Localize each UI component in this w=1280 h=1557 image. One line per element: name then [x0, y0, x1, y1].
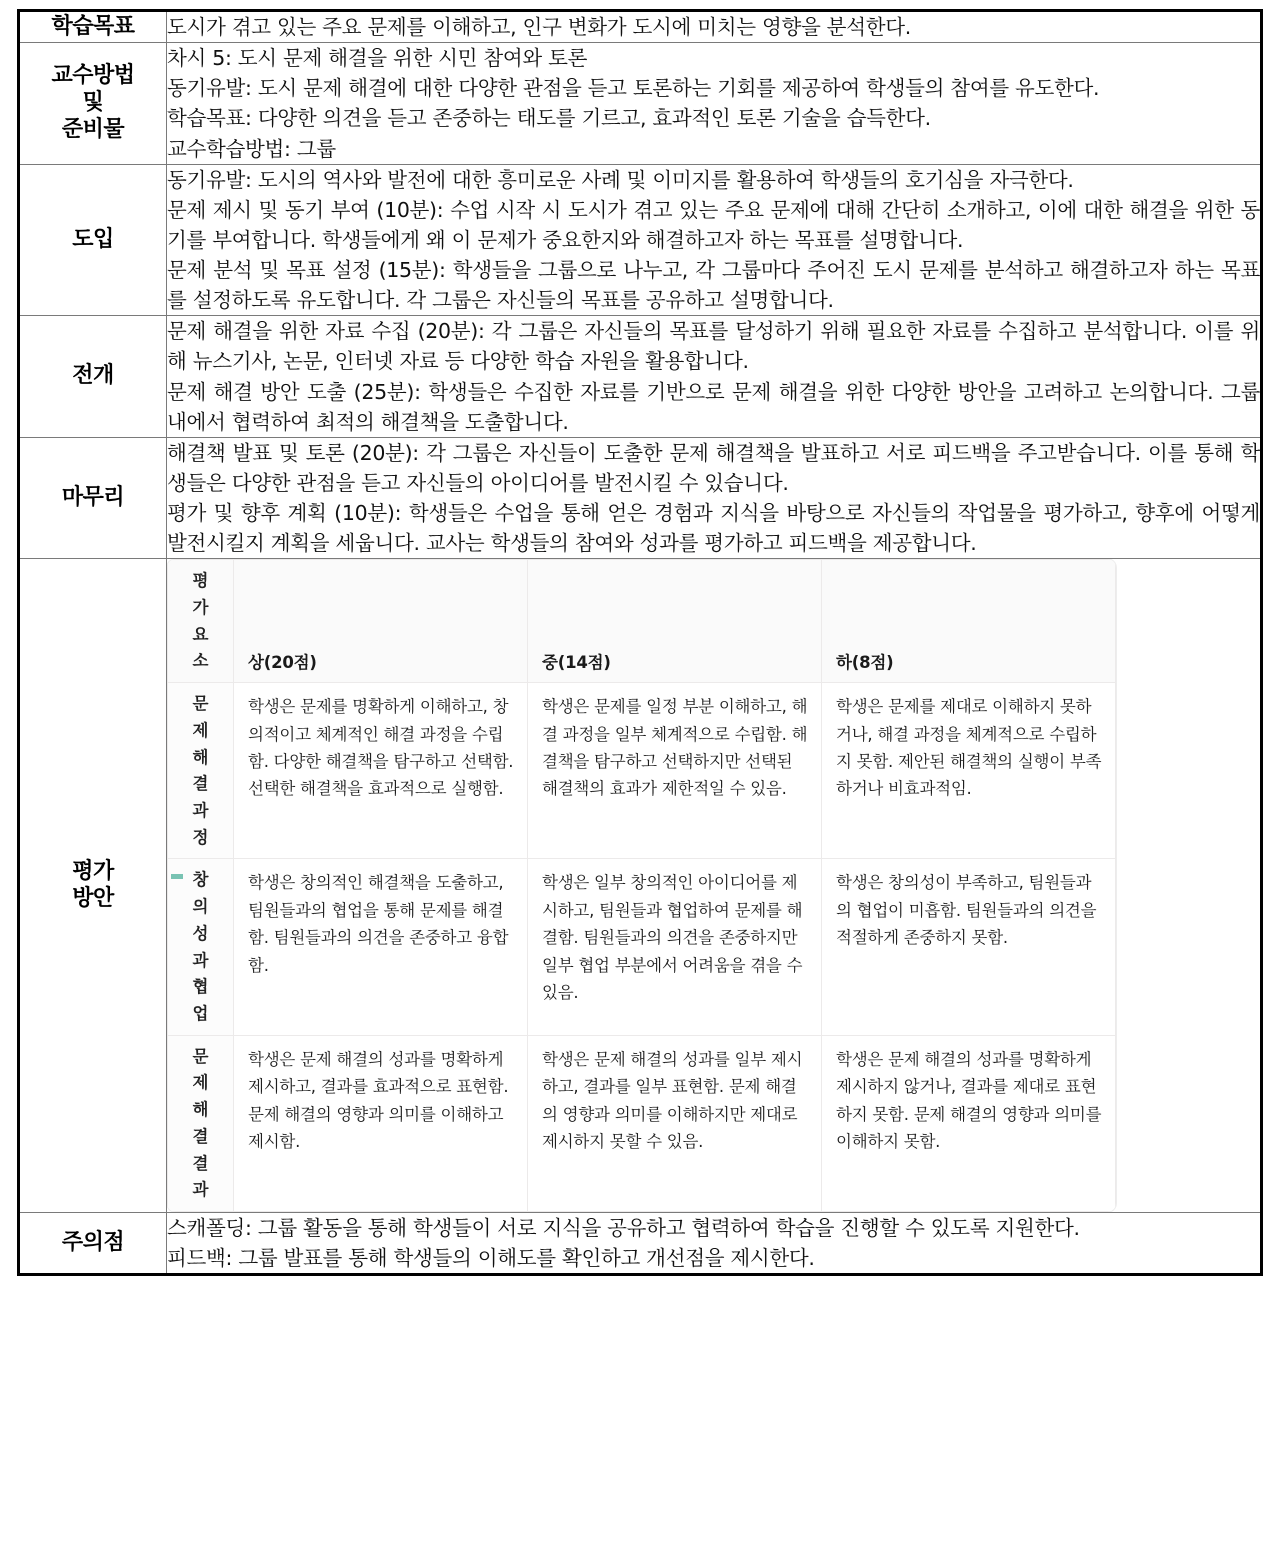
row-label-introduction [19, 164, 167, 316]
selection-artifact-mark [171, 874, 183, 879]
row-content-notes [167, 1213, 1262, 1275]
rubric-criterion-cell [168, 859, 234, 1035]
rubric-desc-mid: 학생은 문제 해결의 성과를 일부 제시하고, 결과를 일부 표현함. 문제 해결의 영향과 의미를 이해하지만 제대로 제시하지 못할 수 있음. [528, 1035, 822, 1211]
content-line: 문제 제시 및 동기 부여 (10분): 수업 시작 시 도시가 겪고 있는 주요 문제에 대해 간단히 소개하고, 이에 대한 해결을 위한 동기를 부여합니다. 학생들에게 왜 이 문제가 중요한지와 해결하고자 하는 목표를 설명합니다. [167, 197, 1260, 252]
rubric-desc-low: 학생은 문제를 제대로 이해하지 못하거나, 해결 과정을 체계적으로 수립하지 못함. 제안된 해결책의 실행이 부족하거나 비효과적임. [822, 683, 1116, 859]
rubric-criterion-cell [168, 683, 234, 859]
rubric-header-criteria [168, 560, 234, 683]
row-label-notes [19, 1213, 167, 1275]
table-row-development [19, 316, 1262, 438]
rubric-header-high: 상(20점) [234, 560, 528, 683]
rubric-header-mid: 중(14점) [528, 560, 822, 683]
rubric-desc-mid: 학생은 문제를 일정 부분 이해하고, 해결 과정을 일부 체계적으로 수립함. 해결책을 탐구하고 선택하지만 선택된 해결책의 효과가 제한적일 수 있음. [528, 683, 822, 859]
content-line: 평가 및 향후 계획 (10분): 학생들은 수업을 통해 얻은 경험과 지식을 바탕으로 자신들의 작업물을 평가하고, 향후에 어떻게 발전시킬지 계획을 세웁니다. 교사는 학생들의 참여와 성과를 평가하고 피드백을 제공합니다. [167, 501, 1260, 556]
rubric-desc-high: 학생은 창의적인 해결책을 도출하고, 팀원들과의 협업을 통해 문제를 해결함. 팀원들과의 의견을 존중하고 융합함. [234, 859, 528, 1035]
row-label-line-3: 준비물 [61, 116, 125, 142]
rubric-table [167, 559, 1116, 1212]
table-row-objective [19, 11, 1262, 43]
table-row-notes [19, 1213, 1262, 1275]
rubric-criteria-label: 평가요소 [192, 571, 209, 671]
table-row-introduction [19, 164, 1262, 316]
table-row-closing [19, 437, 1262, 559]
rubric-criterion-label: 문제해결과정 [192, 694, 209, 847]
row-label-line-2: 및 [82, 89, 104, 115]
row-label-development [19, 316, 167, 438]
row-label-line-1: 평가 [72, 858, 114, 884]
content-line: 교수학습방법: 그룹 [167, 136, 336, 161]
content-line: 해결책 발표 및 토론 (20분): 각 그룹은 자신들이 도출한 문제 해결책을 발표하고 서로 피드백을 주고받습니다. 이를 통해 학생들은 다양한 관점을 듣고 자신들의 아이디어를 발전시킬 수 있습니다. [167, 440, 1260, 495]
rubric-desc-low: 학생은 문제 해결의 성과를 명확하게 제시하지 않거나, 결과를 제대로 표현하지 못함. 문제 해결의 영향과 의미를 이해하지 못함. [822, 1035, 1116, 1211]
content-line: 스캐폴딩: 그룹 활동을 통해 학생들이 서로 지식을 공유하고 협력하여 학습을 진행할 수 있도록 지원한다. [167, 1216, 1080, 1241]
row-label-assessment [19, 559, 167, 1213]
content-line: 피드백: 그룹 발표를 통해 학생들의 이해도를 확인하고 개선점을 제시한다. [167, 1246, 815, 1271]
rubric-header-row [168, 560, 1116, 683]
row-label-objective [19, 11, 167, 43]
rubric-row [168, 683, 1116, 859]
content-line: 도시가 겪고 있는 주요 문제를 이해하고, 인구 변화가 도시에 미치는 영향을 분석한다. [167, 15, 911, 39]
rubric-row [168, 859, 1116, 1035]
content-line: 문제 해결을 위한 자료 수집 (20분): 각 그룹은 자신들의 목표를 달성하기 위해 필요한 자료를 수집하고 분석합니다. 이를 위해 뉴스기사, 논문, 인터넷 자료 등 다양한 학습 자원을 활용합니다. [167, 319, 1260, 374]
row-content-closing [167, 437, 1262, 559]
row-content-development [167, 316, 1262, 438]
content-line: 동기유발: 도시 문제 해결에 대한 다양한 관점을 듣고 토론하는 기회를 제공하여 학생들의 참여를 유도한다. [167, 76, 1100, 101]
row-label-text: 마무리 [61, 484, 125, 510]
row-label-text: 학습목표 [51, 13, 135, 39]
content-line: 차시 5: 도시 문제 해결을 위한 시민 참여와 토론 [167, 46, 588, 71]
rubric-criterion-label: 문제해결결과 [192, 1046, 209, 1200]
rubric-criterion-cell [168, 1035, 234, 1211]
table-row-assessment [19, 559, 1262, 1213]
row-label-line-1: 교수방법 [51, 63, 135, 89]
content-line: 동기유발: 도시의 역사와 발전에 대한 흥미로운 사례 및 이미지를 활용하여 학생들의 호기심을 자극한다. [167, 167, 1074, 192]
content-line: 학습목표: 다양한 의견을 듣고 존중하는 태도를 기르고, 효과적인 토론 기술을 습득한다. [167, 106, 931, 131]
row-label-text: 도입 [72, 226, 114, 252]
row-label-text: 전개 [72, 363, 114, 389]
content-line: 문제 분석 및 목표 설정 (15분): 학생들을 그룹으로 나누고, 각 그룹마다 주어진 도시 문제를 분석하고 해결하고자 하는 목표를 설정하도록 유도합니다. 각 그룹은 자신들의 목표를 공유하고 설명합니다. [167, 258, 1260, 313]
rubric-header-low: 하(8점) [822, 560, 1116, 683]
row-label-method [19, 43, 167, 165]
row-content-method [167, 43, 1262, 165]
rubric-row [168, 1035, 1116, 1211]
row-label-text: 주의점 [61, 1229, 125, 1255]
row-content-introduction [167, 164, 1262, 316]
table-row-method [19, 43, 1262, 165]
rubric-desc-high: 학생은 문제를 명확하게 이해하고, 창의적이고 체계적인 해결 과정을 수립함. 다양한 해결책을 탐구하고 선택함. 선택한 해결책을 효과적으로 실행함. [234, 683, 528, 859]
rubric-criterion-label: 창의성과협업 [192, 870, 209, 1024]
rubric-desc-mid: 학생은 일부 창의적인 아이디어를 제시하고, 팀원들과 협업하여 문제를 해결함. 팀원들과의 의견을 존중하지만 일부 협업 부분에서 어려움을 겪을 수 있음. [528, 859, 822, 1035]
content-line: 문제 해결 방안 도출 (25분): 학생들은 수집한 자료를 기반으로 문제 해결을 위한 다양한 방안을 고려하고 논의합니다. 그룹 내에서 협력하여 최적의 해결책을 도출합니다. [167, 379, 1260, 434]
row-content-assessment [167, 559, 1262, 1213]
row-label-line-2: 방안 [72, 885, 114, 911]
rubric-desc-low: 학생은 창의성이 부족하고, 팀원들과의 협업이 미흡함. 팀원들과의 의견을 적절하게 존중하지 못함. [822, 859, 1116, 1035]
row-label-closing [19, 437, 167, 559]
rubric-desc-high: 학생은 문제 해결의 성과를 명확하게 제시하고, 결과를 효과적으로 표현함. 문제 해결의 영향과 의미를 이해하고 제시함. [234, 1035, 528, 1211]
lesson-plan-table [17, 9, 1263, 1276]
row-content-objective [167, 11, 1262, 43]
